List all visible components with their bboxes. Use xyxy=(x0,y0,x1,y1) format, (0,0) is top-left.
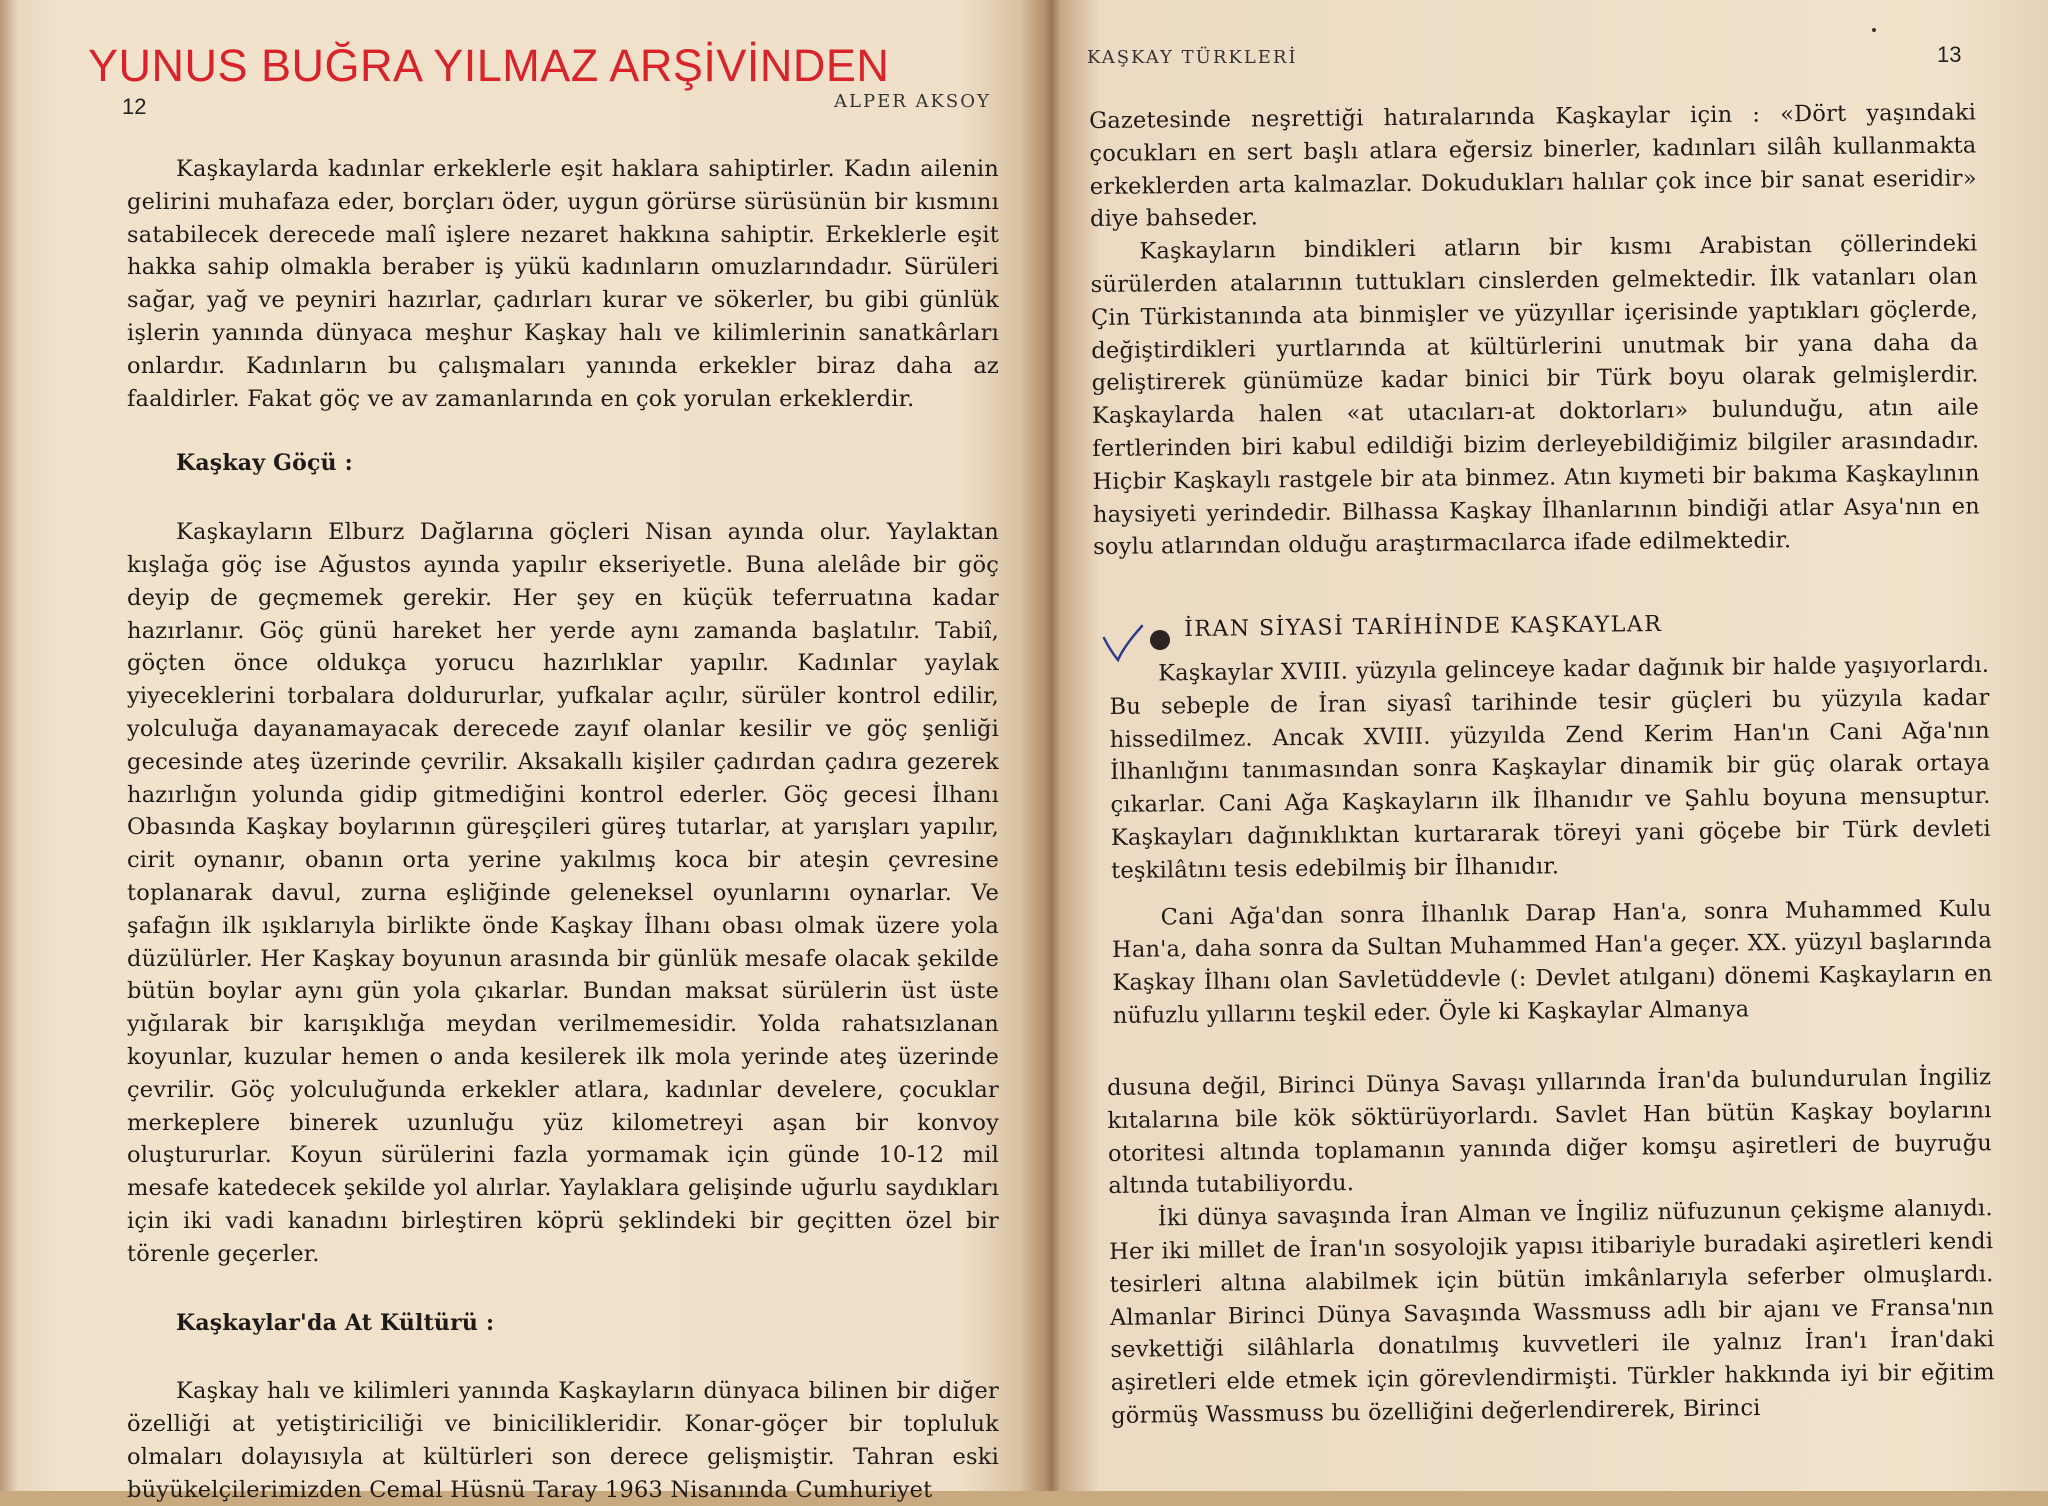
running-head-title: KAŞKAY TÜRKLERİ xyxy=(1087,47,1298,68)
right-text-column-middle xyxy=(1109,649,1993,1033)
paragraph: İki dünya savaşında İran Alman ve İngiliz nüfuzunun çekişme alanıydı. Her iki millet de İran'ın sosyolojik yapısı itibariyle buradaki aşiretleri kendi tesirleri altına alabilmek için bütün imkânlarıyla seferber olmuşlardı. Almanlar Birinci Dünya Savaşında Wassmuss adlı bir ajanı ve Fransa'nın sevkettiği silâhlarla donatılmış kuvvetleri ile yalnız İran'ı İran'daki aşiretleri elde etmek için görevlendirmişti. Türkler hakkında iyi bir eğitim görmüş Wassmuss bu özelliğini değerlendirerek, Birinci xyxy=(1109,1195,1995,1429)
bullet-icon xyxy=(1150,630,1170,650)
paragraph: Kaşkaylarda kadınlar erkeklerle eşit haklara sahiptirler. Kadın ailenin gelirini muhafaza eder, borçları öder, uygun görürse sürüsünün bir kısmını satabilecek derecede malî işlere nezaret hakkına sahiptir. Erkeklerle eşit hakka sahip olmakla beraber iş yükü kadınların omuzlarındadır. Sürüleri sağar, yağ ve peyniri hazırlar, çadırları kurar ve sökerler, bu gibi günlük işlerin yanında dünyaca meşhur Kaşkay halı ve kilimlerinin sanatkârları onlardır. Kadınların bu çalışmaları yanında erkekler biraz daha az faaldirler. Fakat göç ve av zamanlarında en çok yorulan erkeklerdir. xyxy=(127,156,999,412)
ink-dot xyxy=(1872,28,1876,32)
right-text-column-bottom xyxy=(1107,1061,1995,1433)
paragraph: Cani Ağa'dan sonra İlhanlık Darap Han'a, sonra Muhammed Kulu Han'a, daha sonra da Sultan Muhammed Han'a geçer. XX. yüzyıl başlarında Kaşkay İlhanı olan Savletüddevle (: Devlet atılganı) dönemi Kaşkayların en nüfuzlu yıllarını teşkil eder. Öyle ki Kaşkaylar Almanya xyxy=(1111,895,1993,1029)
page-number-right: 13 xyxy=(1937,42,1962,67)
paragraph: Kaşkay halı ve kilimleri yanında Kaşkayların dünyaca bilinen bir diğer özelliği at yetiştiriciliği ve binicilikleridir. Konar-göçer bir topluluk olmaları dolayısıyla at kültürleri son derece gelişmiştir. Tahran eski büyükelçilerimizden Cemal Hüsnü Taray 1963 Nisanında Cumhuriyet xyxy=(127,1378,999,1503)
section-heading: Kaşkay Göçü : xyxy=(176,450,353,477)
paragraph: Kaşkayların bindikleri atların bir kısmı Arabistan çöllerindeki sürülerden atalarının tuttukları cinslerden gelmektedir. İlk vatanları olan Çin Türkistanında ata binmişler ve yüzyıllar içerisinde yaptıkları göçlerde, değiştirdikleri yurtlarında at kültürlerini unutmak bir yana daha da geliştirerek günümüze kadar binici bir Türk boyu olarak gelmişlerdir. Kaşkaylarda halen «at utacıları-at doktorları» bulunduğu, atın aile fertlerinden biri kabul edildiği bizim derleyebildiğimiz bilgiler arasındadır. Hiçbir Kaşkaylı rastgele bir ata binmez. Atın kıymeti bir bakıma Kaşkaylının haysiyeti yerindedir. Bilhassa Kaşkay İlhanlarının bindiği atlar Asya'nın en soylu atlarından olduğu araştırmacılarca ifade edilmektedir. xyxy=(1090,230,1981,561)
paragraph: Kaşkaylar XVIII. yüzyıla gelinceye kadar dağınık bir halde yaşıyorlardı. Bu sebeple de İran siyasî tarihinde tesir güçleri bu yüzyıla kadar hissedilmez. Ancak XVIII. yüzyılda Zend Kerim Han'ın Cani Ağa'nın İlhanlığını tanımasından sonra Kaşkaylar dinamik bir güç olarak ortaya çıkarlar. Cani Ağa Kaşkayların ilk İlhanıdır ve Şahlu boyuna mensuptur. Kaşkayları dağınıklıktan kurtararak töreyi yani göçebe bir Türk devleti teşkilâtını tesis edebilmiş bir İlhanıdır. xyxy=(1109,651,1991,884)
section-heading: Kaşkaylar'da At Kültürü : xyxy=(176,1309,495,1336)
right-text-column-top xyxy=(1089,96,1980,564)
archive-watermark: YUNUS BUĞRA YILMAZ ARŞİVİNDEN xyxy=(88,40,890,91)
right-page xyxy=(1060,0,2048,1491)
section-title: İRAN SİYASİ TARİHİNDE KAŞKAYLAR xyxy=(1184,611,1663,642)
page-number-left: 12 xyxy=(122,94,147,119)
left-text-column xyxy=(127,153,999,1506)
paragraph: dusuna değil, Birinci Dünya Savaşı yıllarında İran'da bulundurulan İngiliz kıtalarına bile kök söktürüyorlardı. Savlet Han bütün Kaşkay boylarını otoritesi altında toplamanın yanında diğer komşu aşiretleri de buyruğu altında tutabiliyordu. xyxy=(1107,1064,1993,1200)
paragraph: Kaşkayların Elburz Dağlarına göçleri Nisan ayında olur. Yaylaktan kışlağa göç ise Ağustos ayında yapılır ekseriyetle. Buna alelâde bir göç deyip de geçmemek gerekir. Her şey en küçük teferruatına kadar hazırlanır. Göç günü hareket her yerde aynı zamanda başlatılır. Tabiî, göçten önce oldukça yorucu hazırlıklar yapılır. Kadınlar yaylak yiyeceklerini torbalara doldururlar, yufkalar açılır, sürüler kontrol edilir, yolculuğa dayanamayacak derecede zayıf olanlar kesilir ve göç şenliği gecesinde ateş üzerinde çevrilir. Aksakallı kişiler çadırdan çadıra gezerek hazırlığın yolunda gidip gitmediğini kontrol ederler. Göç gecesi İlhanı Obasında Kaşkay boylarının güreşçileri güreş tutarlar, at yarışları yapılır, cirit oynanır, obanın orta yerine yakılmış koca bir ateşin çevresine toplanarak davul, zurna eşliğinde geleneksel oyunlarını oynarlar. Ve şafağın ilk ışıklarıyla birlikte önde Kaşkay İlhanı obası olmak üzere yola düzülürler. Her Kaşkay boyunun arasında bir günlük mesafe olacak şekilde bütün boylar aynı gün yola çıkarlar. Bundan maksat sürülerin üst üste yığılarak bir karışıklığa meydan verilmemesidir. Yolda rahatsızlanan koyunlar, kuzular hemen o anda kesilerek ilk mola yerinde ateş üzerinde çevrilir. Göç yolculuğunda erkekler atlara, kadınlar develere, çocuklar merkeplere binerek uzunluğu yüz kilometreyi aşan bir konvoy oluştururlar. Koyun sürülerini fazla yormamak için günde 10-12 mil mesafe katedecek şekilde yol alırlar. Yaylaklara gelişinde uğurlu saydıkları için iki vadi kanadını birleştiren köprü şeklindeki bir geçitten özel bir törenle geçerler. xyxy=(127,519,999,1267)
running-head-author: ALPER AKSOY xyxy=(834,91,991,112)
paragraph: Gazetesinde neşrettiği hatıralarında Kaşkaylar için : «Dört yaşındaki çocukları en sert başlı atlara eğersiz binerler, kadınları silâh kullanmakta erkeklerden arta kalmazlar. Dokudukları halılar çok ince bir sanat eseridir» diye bahseder. xyxy=(1089,99,1977,233)
